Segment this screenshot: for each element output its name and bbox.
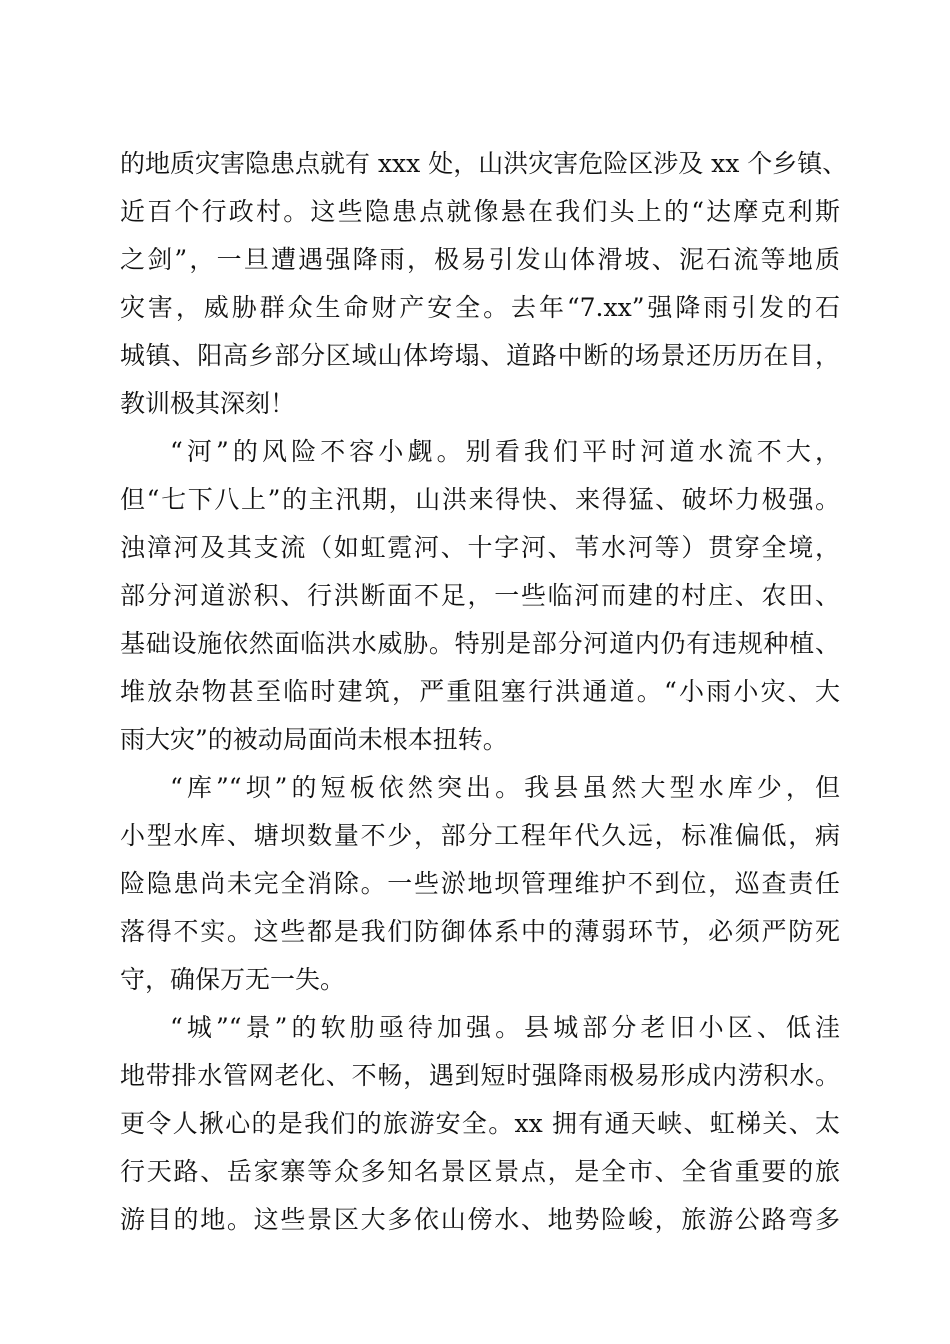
text-line: 的地质灾害隐患点就有 xxx 处，山洪灾害危险区涉及 xx 个乡镇、 — [120, 149, 848, 178]
text-line: 雨大灾”的被动局面尚未根本扭转。 — [120, 725, 508, 754]
text-line: 基础设施依然面临洪水威胁。特别是部分河道内仍有违规种植、 — [120, 629, 840, 658]
text-line: 灾害，威胁群众生命财产安全。去年“7.xx”强降雨引发的石 — [120, 293, 840, 322]
text-line: 近百个行政村。这些隐患点就像悬在我们头上的“达摩克利斯 — [120, 197, 840, 226]
text-line: 堆放杂物甚至临时建筑，严重阻塞行洪通道。“小雨小灾、大 — [120, 677, 840, 706]
text-line: 但“七下八上”的主汛期，山洪来得快、来得猛、破坏力极强。 — [120, 485, 840, 514]
text-line: 小型水库、塘坝数量不少，部分工程年代久远，标准偏低，病 — [120, 821, 840, 850]
text-line: 守，确保万无一失。 — [120, 965, 346, 994]
text-line: 落得不实。这些都是我们防御体系中的薄弱环节，必须严防死 — [120, 917, 840, 946]
text-line: 部分河道淤积、行洪断面不足，一些临河而建的村庄、农田、 — [120, 581, 840, 610]
paragraph-geologic-hazards — [120, 140, 848, 428]
text-line: “河”的风险不容小觑。别看我们平时河道水流不大， — [170, 437, 840, 466]
text-line: “城”“景”的软肋亟待加强。县城部分老旧小区、低洼 — [170, 1013, 840, 1042]
text-line: 游目的地。这些景区大多依山傍水、地势险峻，旅游公路弯多 — [120, 1205, 840, 1234]
paragraph-river-risk — [120, 428, 840, 764]
text-line: “库”“坝”的短板依然突出。我县虽然大型水库少，但 — [170, 773, 840, 802]
body-text — [120, 140, 848, 1244]
text-line: 更令人揪心的是我们的旅游安全。xx 拥有通天峡、虹梯关、太 — [120, 1109, 840, 1138]
paragraph-reservoir-dam — [120, 764, 840, 1004]
text-line: 险隐患尚未完全消除。一些淤地坝管理维护不到位，巡查责任 — [120, 869, 840, 898]
text-line: 浊漳河及其支流（如虹霓河、十字河、苇水河等）贯穿全境， — [120, 533, 840, 562]
text-line: 地带排水管网老化、不畅，遇到短时强降雨极易形成内涝积水。 — [120, 1061, 840, 1090]
text-line: 之剑”，一旦遭遇强降雨，极易引发山体滑坡、泥石流等地质 — [120, 245, 840, 274]
paragraph-city-scenic — [120, 1004, 840, 1244]
text-line: 城镇、阳高乡部分区域山体垮塌、道路中断的场景还历历在目， — [120, 341, 840, 370]
text-line: 行天路、岳家寨等众多知名景区景点，是全市、全省重要的旅 — [120, 1157, 840, 1186]
text-line: 教训极其深刻！ — [120, 389, 296, 418]
